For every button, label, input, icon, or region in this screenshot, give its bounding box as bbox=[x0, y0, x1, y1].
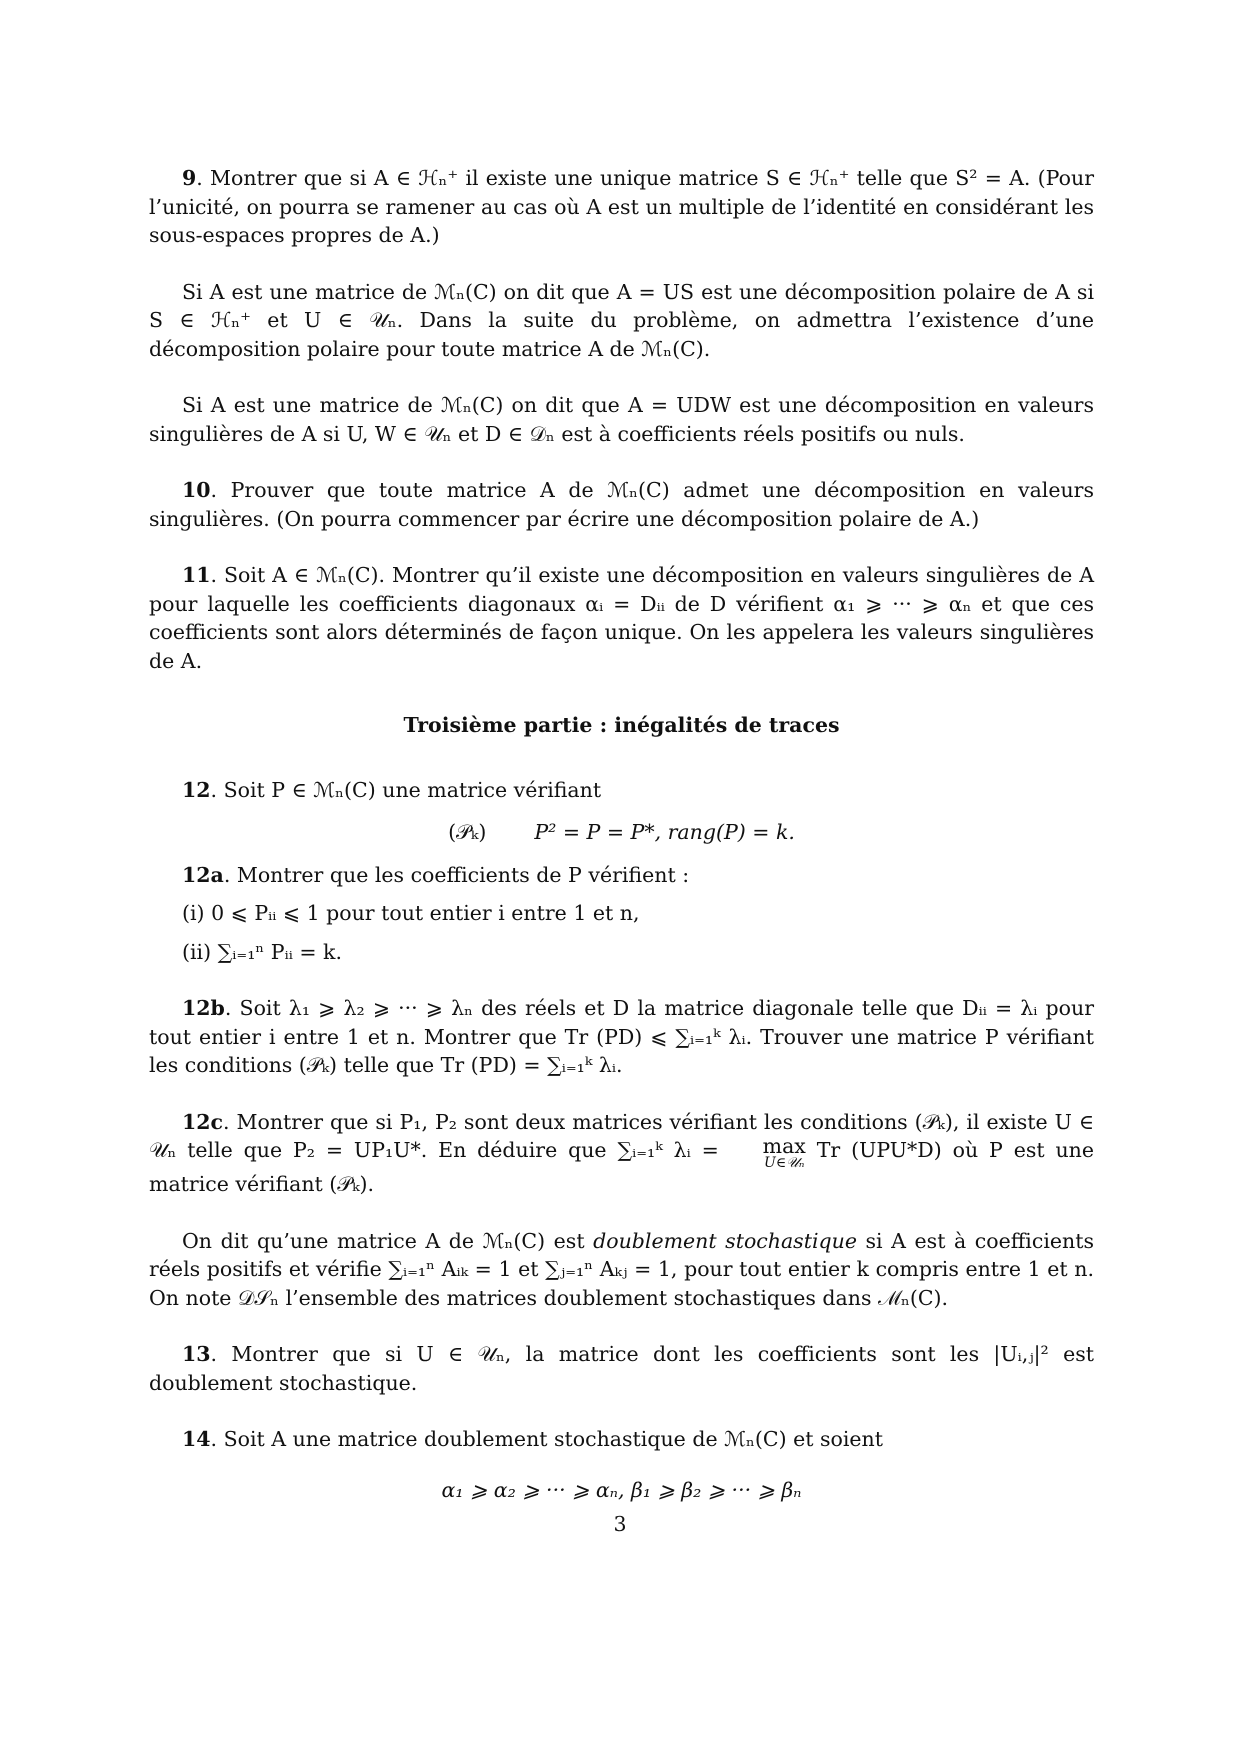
page-number: 3 bbox=[613, 1512, 627, 1536]
question-number: 11 bbox=[182, 563, 211, 587]
question-number: 12c bbox=[182, 1109, 224, 1134]
question-number: 9 bbox=[182, 166, 197, 190]
question-number: 10 bbox=[182, 478, 211, 502]
question-13 bbox=[149, 1340, 1094, 1397]
question-number: 12b bbox=[182, 996, 225, 1020]
page-content bbox=[149, 164, 1094, 1518]
section-title: Troisième partie : inégalités de traces bbox=[403, 713, 840, 737]
definition-text-rest: si A est à coefficients réels positifs et vérifie ∑ᵢ₌₁ⁿ Aᵢₖ = 1 et ∑ⱼ₌₁ⁿ Aₖⱼ = 1, pour tout entier k compris entre 1 et n. On note 𝒟𝒮ₙ l’ensemble des matrices doublement stochastiques dans ℳₙ(C). bbox=[149, 1228, 1094, 1310]
question-number: 12a bbox=[182, 862, 224, 887]
max-operator bbox=[730, 1136, 806, 1170]
question-text: . Soit P ∈ ℳₙ(C) une matrice vérifiant bbox=[210, 777, 602, 802]
equation-alpha-beta: α₁ ⩾ α₂ ⩾ ··· ⩾ αₙ, β₁ ⩾ β₂ ⩾ ··· ⩾ βₙ bbox=[441, 1477, 802, 1502]
question-text: . Soit A ∈ ℳₙ(C). Montrer qu’il existe une décomposition en valeurs singulières de A pour laquelle les coefficients diagonaux αᵢ = Dᵢᵢ de D vérifient α₁ ⩾ ··· ⩾ αₙ et que ces coefficients sont alors déterminés de façon unique. On les appelera les valeurs singulières de A. bbox=[149, 563, 1094, 673]
question-9 bbox=[149, 164, 1094, 250]
question-number: 12 bbox=[182, 777, 211, 802]
question-11 bbox=[149, 561, 1094, 675]
equation-label: (𝒫ₖ) bbox=[448, 820, 487, 844]
list-item: (ii) ∑ᵢ₌₁ⁿ Pᵢᵢ = k. bbox=[182, 939, 342, 964]
definition-text-start: On dit qu’une matrice A de ℳₙ(C) est bbox=[182, 1228, 594, 1253]
question-14 bbox=[149, 1425, 1094, 1454]
question-text: . Montrer que si A ∈ ℋₙ⁺ il existe une unique matrice S ∈ ℋₙ⁺ telle que S² = A. (Pour l’unicité, on pourra se ramener au cas où A est un multiple de l’identité en considérant les sous-espaces propres de A.) bbox=[149, 166, 1094, 247]
definition-polar-decomposition: Si A est une matrice de ℳₙ(C) on dit que A = US est une décomposition polaire de A si S ∈ ℋₙ⁺ et U ∈ 𝒰ₙ. Dans la suite du problème, on admettra l’existence d’une décomposition polaire pour toute matrice A de ℳₙ(C). bbox=[149, 279, 1094, 361]
question-text: . Prouver que toute matrice A de ℳₙ(C) admet une décomposition en valeurs singulières. (On pourra commencer par écrire une décomposition polaire de A.) bbox=[149, 478, 1094, 531]
max-subscript: U∈𝒰ₙ bbox=[764, 1155, 805, 1171]
definition-term: doublement stochastique bbox=[593, 1228, 857, 1253]
definition-doubly-stochastic bbox=[149, 1227, 1094, 1313]
question-12a bbox=[149, 861, 1094, 890]
definition-singular-value-decomposition: Si A est une matrice de ℳₙ(C) on dit que A = UDW est une décomposition en valeurs singulières de A si U, W ∈ 𝒰ₙ et D ∈ 𝒟ₙ est à coefficients réels positifs ou nuls. bbox=[149, 393, 1094, 446]
question-number: 14 bbox=[182, 1427, 211, 1451]
list-item: (i) 0 ⩽ Pᵢᵢ ⩽ 1 pour tout entier i entre 1 et n, bbox=[182, 901, 640, 925]
max-label: max bbox=[762, 1134, 806, 1158]
question-12b bbox=[149, 994, 1094, 1080]
question-text-part-2: Tr (UPU*D) où P est une matrice vérifiant (𝒫ₖ). bbox=[149, 1138, 1094, 1196]
question-text: . Montrer que les coefficients de P vérifient : bbox=[223, 862, 690, 887]
question-text: . Soit λ₁ ⩾ λ₂ ⩾ ··· ⩾ λₙ des réels et D la matrice diagonale telle que Dᵢᵢ = λᵢ pour tout entier i entre 1 et n. Montrer que Tr (PD) ⩽ ∑ᵢ₌₁ᵏ λᵢ. Trouver une matrice P vérifiant les conditions (𝒫ₖ) telle que Tr (PD) = ∑ᵢ₌₁ᵏ λᵢ. bbox=[149, 996, 1094, 1077]
question-text: . Montrer que si U ∈ 𝒰ₙ, la matrice dont les coefficients sont les |Uᵢ,ⱼ|² est doublement stochastique. bbox=[149, 1342, 1094, 1395]
question-12 bbox=[149, 776, 1094, 805]
question-number: 13 bbox=[182, 1342, 211, 1366]
question-10 bbox=[149, 476, 1094, 533]
equation-pk bbox=[149, 818, 1094, 847]
question-text-part-1: . Montrer que si P₁, P₂ sont deux matrices vérifiant les conditions (𝒫ₖ), il existe U ∈ 𝒰ₙ telle que P₂ = UP₁U*. En déduire que ∑ᵢ₌₁ᵏ λᵢ = bbox=[149, 1109, 1094, 1162]
question-text: . Soit A une matrice doublement stochastique de ℳₙ(C) et soient bbox=[210, 1427, 883, 1451]
equation-body: P² = P = P*, rang(P) = k. bbox=[534, 820, 795, 844]
question-12c bbox=[149, 1108, 1094, 1199]
